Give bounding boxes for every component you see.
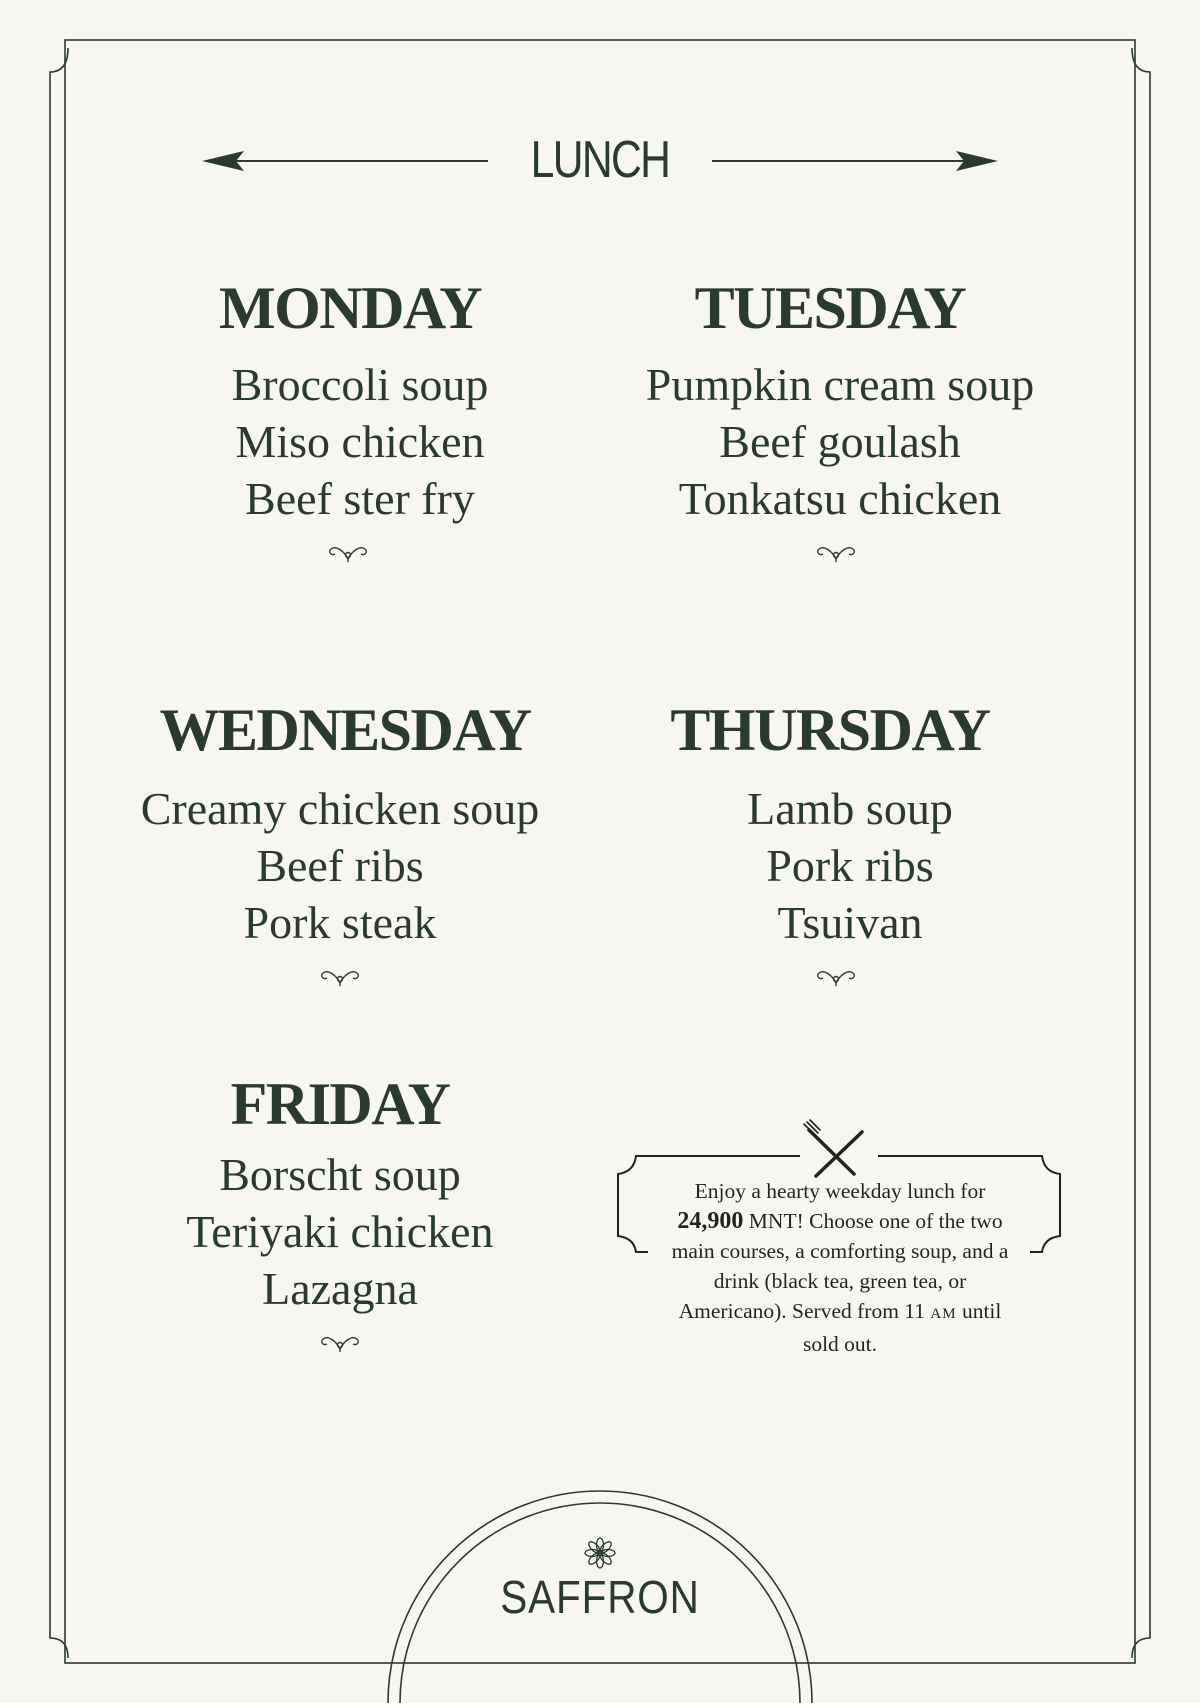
dish-item: Lazagna (262, 1263, 418, 1314)
flourish-icon (814, 541, 858, 563)
dish-item: Creamy chicken soup (140, 783, 540, 834)
day-friday (140, 1068, 540, 1353)
dish-item: Pork ribs (766, 840, 934, 891)
day-name: TUESDAY (694, 275, 966, 341)
day-name: WEDNESDAY (159, 697, 531, 763)
day-name: MONDAY (218, 275, 482, 341)
dish-item: Pork steak (243, 897, 437, 948)
dish-item: Tsuivan (777, 897, 923, 948)
dish-item: Miso chicken (235, 416, 485, 467)
dish-item: Pumpkin cream soup (645, 359, 1035, 410)
brand-logo-text: SAFFRON (500, 1571, 700, 1623)
flourish-icon (814, 965, 858, 987)
lunch-offer-description (660, 1176, 1020, 1359)
lunch-price: 24,900 (677, 1208, 744, 1234)
flourish-icon (318, 965, 362, 987)
menu-title: LUNCH (530, 131, 670, 189)
dish-item: Beef goulash (719, 416, 961, 467)
day-tuesday (610, 272, 1070, 563)
info-text-part: MNT! Choose one of the two main courses, a comforting soup, and a drink (black tea, green tea, or Americano). Served from 11 (671, 1209, 1009, 1323)
dish-item: Teriyaki chicken (186, 1206, 494, 1257)
flourish-icon (326, 541, 370, 563)
dish-item: Borscht soup (219, 1149, 461, 1200)
day-name: FRIDAY (230, 1071, 450, 1137)
dish-item: Tonkatsu chicken (678, 473, 1002, 524)
day-thursday (630, 694, 1070, 987)
time-am: AM (930, 1306, 957, 1322)
dish-item: Broccoli soup (231, 359, 489, 410)
flourish-icon (318, 1331, 362, 1353)
day-monday (150, 272, 550, 563)
info-text-part: Enjoy a hearty weekday lunch for (694, 1179, 986, 1203)
day-name: THURSDAY (670, 697, 990, 763)
cutlery-icon (804, 1120, 862, 1176)
flower-icon (583, 1536, 617, 1570)
dish-item: Lamb soup (747, 783, 953, 834)
day-wednesday (110, 694, 570, 987)
dish-item: Beef ribs (256, 840, 424, 891)
title-row (0, 125, 1200, 195)
dish-item: Beef ster fry (245, 473, 475, 524)
info-text-part: until sold out. (802, 1299, 1002, 1356)
